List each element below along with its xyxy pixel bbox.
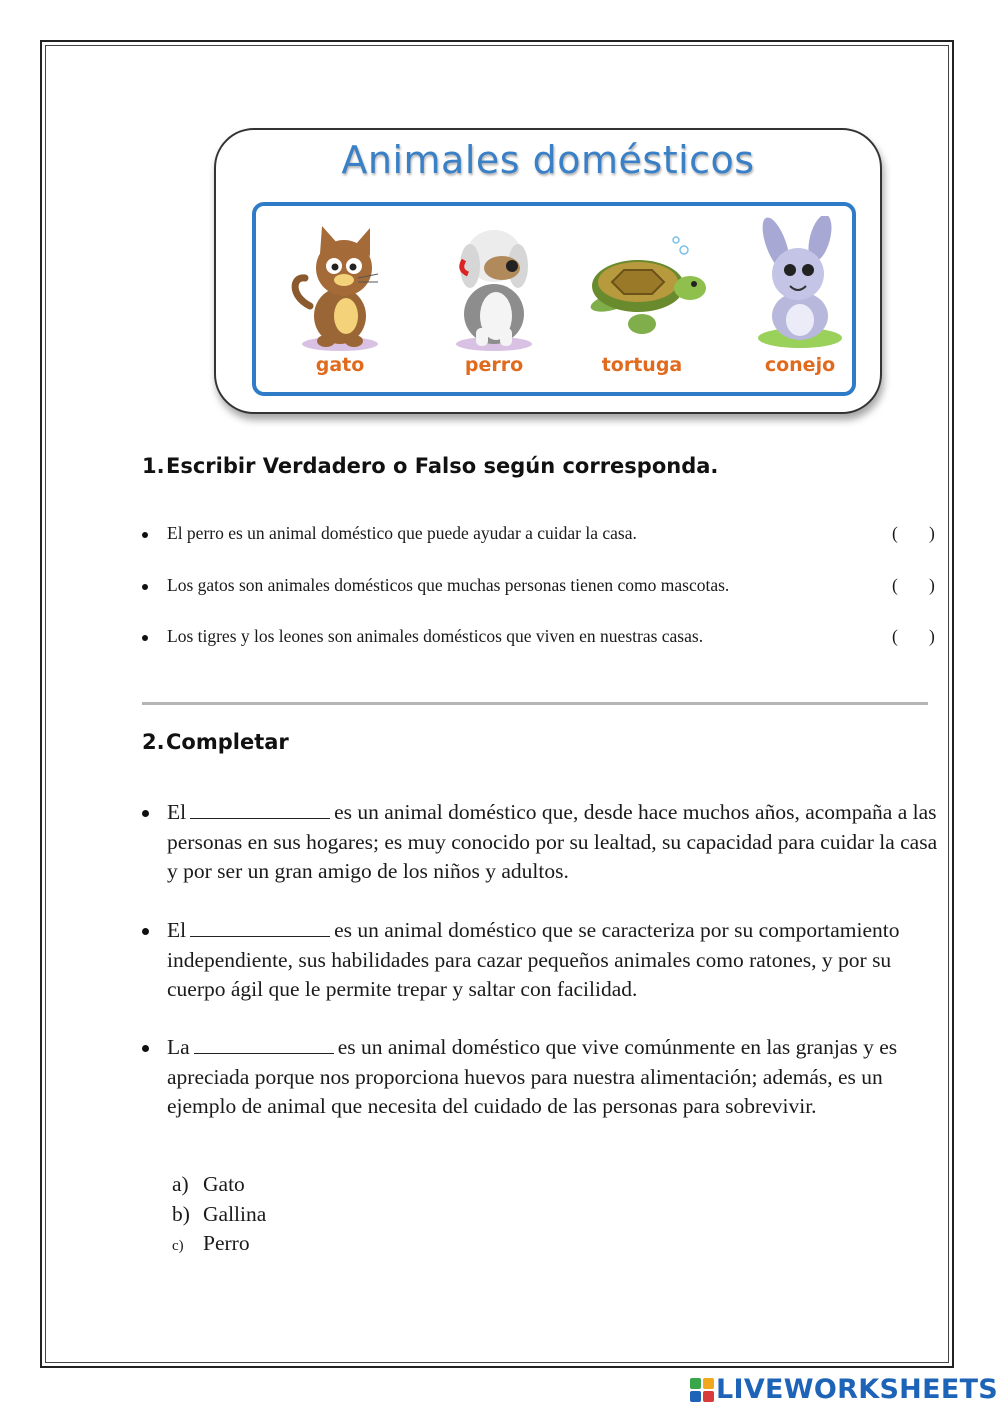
sentence-start: El bbox=[167, 918, 187, 942]
answer-paren-open[interactable]: ( bbox=[892, 575, 898, 595]
answer-blank[interactable] bbox=[194, 1035, 334, 1054]
options-list bbox=[172, 1170, 266, 1259]
rabbit-icon bbox=[730, 216, 870, 356]
section2-heading bbox=[142, 730, 289, 754]
sentence-start: La bbox=[167, 1035, 190, 1059]
answer-paren-open[interactable]: ( bbox=[892, 626, 898, 646]
dog-icon bbox=[424, 216, 564, 356]
answer-paren-close: ) bbox=[929, 575, 935, 595]
bullet-icon bbox=[142, 532, 148, 538]
option-letter: c) bbox=[172, 1238, 184, 1254]
completion-item bbox=[142, 916, 952, 1005]
logo-text: LIVEWORKSHEETS bbox=[716, 1374, 999, 1405]
section1-number: 1. bbox=[142, 454, 165, 478]
sentence-rest: es un animal doméstico que vive comúnmente en las granjas y es apreciada porque nos proporciona huevos para nuestra alimentación; además, es un ejemplo de animal que necesita del cuidado de las personas para sobrevivir. bbox=[167, 1035, 898, 1118]
bullet-icon bbox=[142, 810, 149, 817]
sentence-rest: es un animal doméstico que se caracteriza por su comportamiento independiente, sus habilidades para cazar pequeños animales como ratones, y por su cuerpo ágil que le permite trepar y saltar con facilidad. bbox=[167, 918, 900, 1001]
animal-label-gato: gato bbox=[315, 354, 365, 376]
section2-number: 2. bbox=[142, 730, 165, 754]
bullet-icon bbox=[142, 635, 148, 641]
option-text: Gallina bbox=[203, 1201, 267, 1226]
option-item bbox=[172, 1229, 266, 1259]
section-divider bbox=[142, 702, 928, 705]
bullet-icon bbox=[142, 928, 149, 935]
tf-item bbox=[142, 575, 942, 599]
option-text: Perro bbox=[203, 1231, 250, 1255]
sentence-rest: es un animal doméstico que, desde hace muchos años, acompaña a las personas en sus hogares; es muy conocido por su lealtad, su capacidad para cuidar la casa y por ser un gran amigo de los niños y adultos. bbox=[167, 800, 938, 883]
tf-item bbox=[142, 626, 942, 650]
completion-item bbox=[142, 798, 952, 887]
option-item bbox=[172, 1200, 266, 1230]
answer-paren-open[interactable]: ( bbox=[892, 523, 898, 543]
animals-banner bbox=[214, 128, 882, 414]
answer-paren-close: ) bbox=[929, 626, 935, 646]
tf-statement: El perro es un animal doméstico que puede ayudar a cuidar la casa. bbox=[167, 523, 637, 543]
bullet-icon bbox=[142, 1045, 149, 1052]
answer-blank[interactable] bbox=[190, 918, 330, 937]
completion-item bbox=[142, 1033, 952, 1122]
animal-label-conejo: conejo bbox=[764, 354, 836, 376]
tf-statement: Los tigres y los leones son animales domésticos que viven en nuestras casas. bbox=[167, 626, 704, 646]
option-item bbox=[172, 1170, 266, 1200]
bullet-icon bbox=[142, 584, 148, 590]
banner-title: Animales domésticos bbox=[341, 138, 755, 182]
animal-dog bbox=[424, 206, 564, 392]
section2-title: Completar bbox=[166, 730, 289, 754]
section1-title: Escribir Verdadero o Falso según corresponda. bbox=[166, 454, 719, 478]
animal-cat bbox=[270, 206, 410, 392]
tf-item bbox=[142, 523, 942, 547]
sentence-start: El bbox=[167, 800, 187, 824]
section1-heading bbox=[142, 454, 718, 478]
turtle-icon bbox=[572, 216, 712, 356]
animal-label-perro: perro bbox=[464, 354, 524, 376]
animals-box bbox=[252, 202, 856, 396]
logo-mark-icon bbox=[690, 1378, 714, 1402]
tf-statement: Los gatos son animales domésticos que muchas personas tienen como mascotas. bbox=[167, 575, 730, 595]
option-letter: b) bbox=[172, 1201, 190, 1226]
animal-label-tortuga: tortuga bbox=[601, 354, 683, 376]
answer-paren-close: ) bbox=[929, 523, 935, 543]
option-letter: a) bbox=[172, 1172, 189, 1196]
cat-icon bbox=[270, 216, 410, 356]
answer-blank[interactable] bbox=[190, 800, 330, 819]
animal-turtle bbox=[572, 206, 712, 392]
animal-rabbit bbox=[730, 206, 870, 392]
option-text: Gato bbox=[203, 1172, 245, 1196]
